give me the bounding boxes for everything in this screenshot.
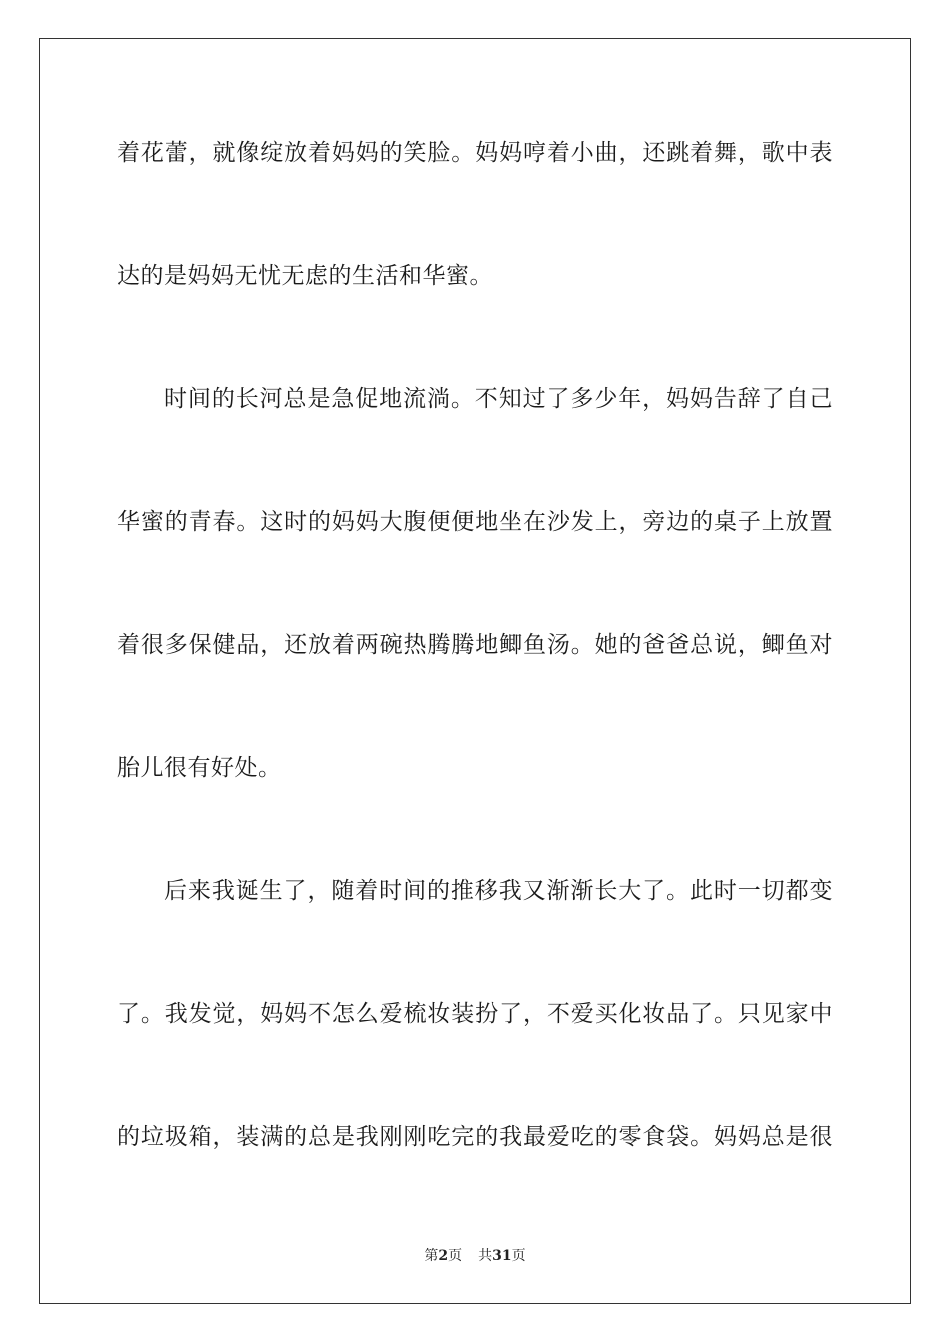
text-line-7: 后来我诞生了，随着时间的推移我又渐渐长大了。此时一切都变 [164,878,833,904]
page-suffix: 页 [448,1248,463,1264]
text-line-1: 着花蕾，就像绽放着妈妈的笑脸。妈妈哼着小曲，还跳着舞，歌中表 [117,140,833,166]
text-line-6: 胎儿很有好处。 [117,755,282,781]
page-prefix: 第 [424,1248,439,1264]
page-footer [0,1247,950,1265]
text-line-8: 了。我发觉，妈妈不怎么爱梳妆装扮了，不爱买化妆品了。只见家中 [117,1001,833,1027]
text-line-2: 达的是妈妈无忧无虑的生活和华蜜。 [117,263,493,289]
page-number: 2 [438,1248,449,1264]
page-border [39,38,911,1304]
total-suffix: 页 [511,1248,526,1264]
text-line-4: 华蜜的青春。这时的妈妈大腹便便地坐在沙发上，旁边的桌子上放置 [117,509,833,535]
total-pages: 31 [492,1248,512,1264]
text-line-3: 时间的长河总是急促地流淌。不知过了多少年，妈妈告辞了自己 [164,386,833,412]
text-line-5: 着很多保健品，还放着两碗热腾腾地鲫鱼汤。她的爸爸总说，鲫鱼对 [117,632,833,658]
text-line-9: 的垃圾箱，装满的总是我刚刚吃完的我最爱吃的零食袋。妈妈总是很 [117,1124,833,1150]
total-prefix: 共 [478,1248,493,1264]
